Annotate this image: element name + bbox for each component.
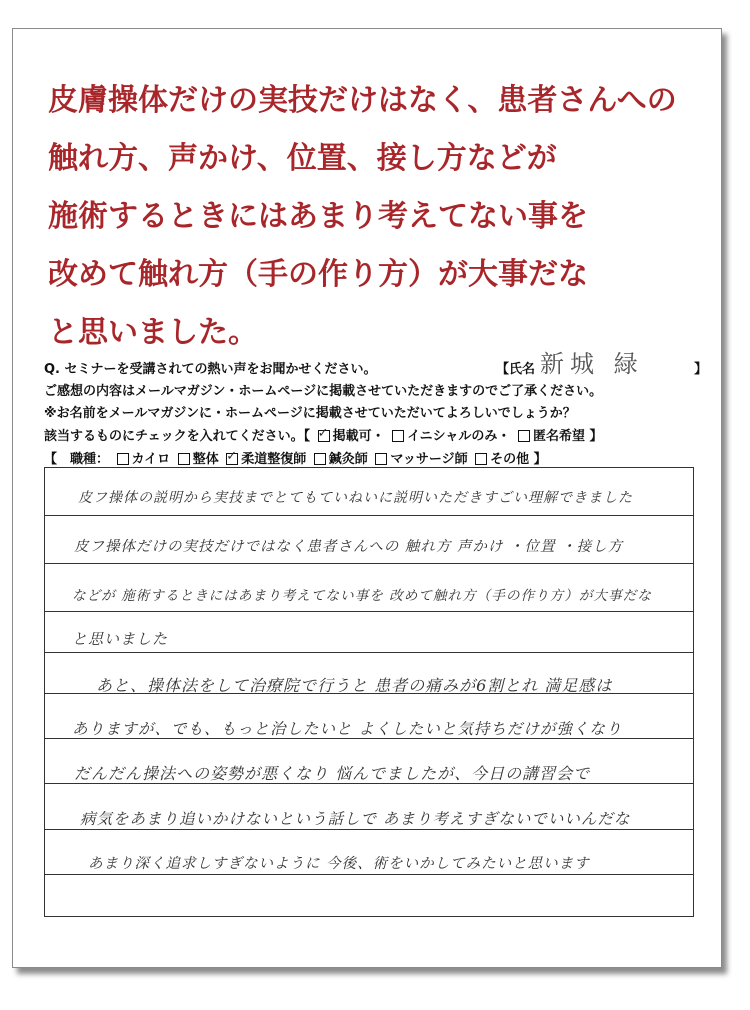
anonymous-label: 匿名希望 (532, 429, 585, 444)
job-other-checkbox[interactable] (475, 453, 487, 465)
anonymous-checkbox[interactable] (518, 430, 530, 442)
job-suffix: 】 (533, 452, 547, 467)
job-prefix: 【 職種： (44, 452, 110, 467)
question-text: Q. セミナーを受講されての熱い声をお聞かせください。 (44, 362, 377, 377)
initial-only-checkbox[interactable] (392, 430, 404, 442)
name-open: 【氏名 (496, 362, 536, 377)
ruled-line (45, 652, 693, 653)
notice-line: ご感想の内容はメールマガジン・ホームページに掲載させていただきますのでご了承ください。 (44, 384, 603, 399)
handwritten-line: などが 施術するときにはあまり考えてない事を 改めて触れ方（手の作り方）が大事だな (72, 588, 652, 604)
permission-question: ※お名前をメールマガジンに・ホームページに掲載させていただいてよろしいでしょうか？ (44, 406, 576, 421)
handwritten-line: 皮フ操体の説明から実技までとてもていねいに説明いただきすごい理解できました (78, 490, 633, 506)
headline-line: 改めて触れ方（手の作り方）が大事だな (48, 257, 588, 292)
headline-line: 触れ方、声かけ、位置、接し方などが (48, 141, 557, 176)
job-seitai-label: 整体 (192, 452, 219, 467)
job-chiro-label: カイロ (131, 452, 171, 467)
handwritten-line: 皮フ操体だけの実技だけではなく患者さんへの 触れ方 声かけ ・位置 ・接し方 (74, 539, 624, 555)
handwritten-line: だんだん操法への姿勢が悪くなり 悩んでましたが、今日の講習会で (74, 764, 591, 783)
publish-prefix: 該当するものにチェックを入れてください。【 (44, 429, 311, 444)
ruled-line (45, 563, 693, 564)
job-seitai-checkbox[interactable] (178, 453, 190, 465)
job-other-label: その他 (490, 452, 530, 467)
job-options-row (44, 448, 547, 467)
job-judo-label: 柔道整復師 (241, 452, 307, 467)
ruled-line (45, 515, 693, 516)
job-chiro-checkbox[interactable] (117, 453, 129, 465)
initial-only-label: イニシャルのみ・ (407, 429, 511, 444)
headline-line: 施術するときにはあまり考えてない事を (48, 199, 588, 234)
job-acupuncture-checkbox[interactable] (314, 453, 326, 465)
ruled-line (45, 874, 693, 875)
headline-line: と思いました。 (48, 315, 258, 350)
question-line (44, 358, 377, 377)
handwritten-line: と思いました (72, 630, 169, 648)
handwritten-line: ありますが、でも、もっと治したいと よくしたいと気持ちだけが強くなり (72, 720, 623, 738)
job-acupuncture-label: 鍼灸師 (328, 452, 368, 467)
publish-options-row (44, 425, 603, 444)
publish-ok-checkbox[interactable] (318, 430, 330, 442)
headline (48, 72, 698, 362)
publish-ok-label: 掲載可・ (332, 429, 385, 444)
name-close: 】 (694, 362, 708, 377)
ruled-line (45, 611, 693, 612)
job-massage-label: マッサージ師 (390, 452, 468, 467)
job-massage-checkbox[interactable] (375, 453, 387, 465)
handwritten-name: 新城 緑 (540, 350, 644, 378)
ruled-line (45, 829, 693, 830)
handwritten-line: あまり深く追求しすぎないように 今後、術をいかしてみたいと思います (88, 856, 590, 872)
publish-suffix: 】 (589, 429, 603, 444)
headline-line: 皮膚操体だけの実技だけはなく、患者さんへの (48, 83, 677, 118)
handwritten-line: 病気をあまり追いかけないという話しで あまり考えすぎないでいいんだな (80, 810, 631, 828)
job-judo-checkbox[interactable] (226, 453, 238, 465)
handwritten-line: あと、操体法をして治療院で行うと 患者の痛みが6割とれ 満足感は (96, 676, 613, 695)
